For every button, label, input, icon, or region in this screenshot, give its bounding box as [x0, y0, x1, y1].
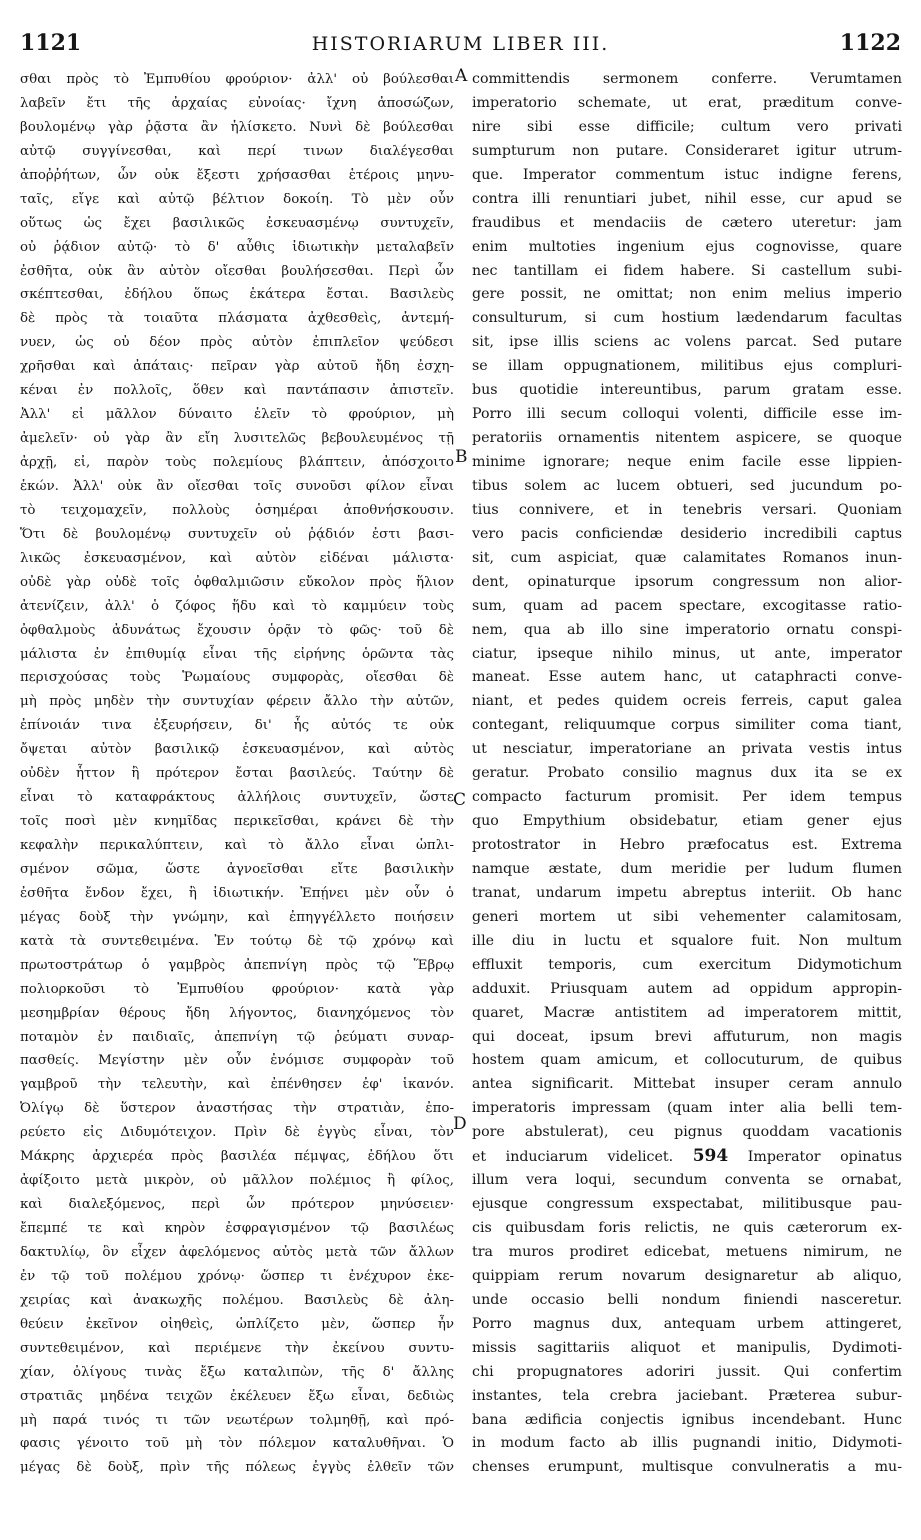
greek-text-line: κεφαλὴν περικαλύπτειν, καὶ τὸ ἄλλο εἶναι ὡπλι- — [20, 838, 454, 853]
latin-text-line: nem, qua ab illo sine imperatorio ornatu conspi- — [472, 621, 902, 638]
latin-text-line: cis quibusdam foris relictis, ne quis cæterorum ex- — [472, 1220, 902, 1236]
greek-text-line: κατὰ τὰ συντεθειμένα. Ἐν τούτῳ δὲ τῷ χρόνῳ καὶ — [20, 933, 454, 949]
latin-text-line: dent, opinaturque ipsorum congressum non alior- — [472, 573, 902, 590]
latin-text-line: Porro magnus dux, antequam urbem attingeret, — [472, 1315, 902, 1332]
latin-text-line: que. Imperator commentum istuc indigne ferens, — [472, 166, 902, 183]
latin-text-line: instantes, tela crebra jaciebant. Præterea subur- — [472, 1387, 902, 1404]
latin-text-line: hostem quam amicum, et collocuturum, de quibus — [472, 1052, 902, 1069]
latin-text-line: adduxit. Priusquam autem ad oppidum appropin- — [472, 980, 902, 997]
latin-text-line: effluxit temporis, cum exercitum Didymotichum — [472, 956, 902, 973]
latin-text-line: vero pacis conficiendæ desiderio incredibili captus — [472, 525, 902, 542]
running-title: HISTORIARUM LIBER III. — [311, 33, 610, 55]
latin-text-line: qui doceat, ipsum brevi affuturum, non magis — [472, 1028, 902, 1045]
greek-text-line: λαβεῖν ἔτι τῆς ἀρχαίας εὐνοίας· ἴχνη ἀποσώζων, — [20, 95, 454, 111]
greek-text-line: ἀφίξοιτο μετὰ μικρὸν, οὐ μᾶλλον πολέμιος ἢ φίλος, — [20, 1173, 454, 1189]
latin-text-line: missis sagittariis aliquot et manipulis, Dydimoti- — [472, 1339, 902, 1356]
latin-text-line: ejusque congressum exspectabat, militibusque pau- — [472, 1196, 902, 1213]
latin-text-line: contegant, reliquumque corpus similiter coma tiant, — [472, 717, 902, 734]
greek-text-line: χειρίας καὶ ἀνακωχῆς πολέμου. Βασιλεὺς δὲ ἀλη- — [20, 1292, 454, 1308]
greek-text-line: μέγας δοὺξ τὴν γνώμην, καὶ ἐπηγγέλλετο ποιήσειν — [20, 909, 454, 925]
latin-text-line: nire sibi esse difficile; cultum vero privati — [472, 118, 902, 135]
greek-text-line: οὐ ῥᾴδιον αὐτῷ· τὸ δ' αὖθις ἰδιωτικὴν μεταλαβεῖν — [20, 239, 454, 255]
greek-text-line: φασις γένοιτο τοῦ μὴ τὸν πόλεμον καταλυθῆναι. Ὁ — [20, 1436, 454, 1452]
latin-text-line: nec tantillam ei fidem habere. Si castellum subi- — [472, 262, 902, 279]
greek-text-line: θεύειν ἐκεῖνον οἰηθεὶς, ὡπλίζετο μὲν, ὥσπερ ἦν — [20, 1316, 454, 1332]
greek-text-line: ἐσθῆτα, οὐκ ἂν αὐτὸν οἴεσθαι βουλήσεσθαι. Περὶ ὧν — [20, 263, 454, 279]
greek-text-line: ταῖς, εἴγε καὶ αὐτῷ βέλτιον δοκοίη. Τὸ μὲν οὖν — [20, 191, 454, 207]
latin-text-line: peratoriis ornamentis nitentem aspicere, se quoque — [472, 430, 902, 447]
latin-text-line: tra muros prodiret edicebat, metuens nimirum, ne — [472, 1243, 902, 1260]
latin-text-line: quippiam rerum novarum designaretur ab aliquo, — [472, 1267, 902, 1284]
greek-text-line: Ὅτι δὲ βουλομένῳ συντυχεῖν οὐ ῥᾴδιόν ἐστι βασι- — [20, 526, 454, 542]
margin-marker-c: C — [453, 790, 467, 810]
greek-text-line: συντεθειμένον, καὶ περιέμενε τὴν ἐκείνου συντυ- — [20, 1340, 454, 1356]
latin-text-line: sum, quam ad pacem spectare, excogitasse ratio- — [472, 597, 902, 614]
greek-text-line: δακτυλίῳ, ὃν εἶχεν ἀφελόμενος αὐτὸς μετὰ τῶν ἄλλων — [20, 1244, 454, 1260]
greek-text-line: σκέπτεσθαι, ἐδήλου ὅπως ἑκάτερα ἔσται. Βασιλεὺς — [20, 287, 454, 303]
greek-text-line: ρεύετο εἰς Διδυμότειχον. Πρὶν δὲ ἐγγὺς εἶναι, τὸν — [20, 1125, 454, 1141]
latin-text-line: chenses erumpunt, multisque convulneratis a mu- — [472, 1459, 902, 1476]
greek-text-line: Μάκρης ἀρχιερέα πρὸς βασιλέα πέμψας, ἐδήλου ὅτι — [20, 1149, 454, 1165]
greek-text-line: ἔπεμπέ τε καὶ κηρὸν ἐσφραγισμένον τῷ βασιλέως — [20, 1221, 454, 1236]
greek-text-line: περισχούσας τοὺς Ῥωμαίους συμφορὰς, οἴεσθαι δὲ — [20, 670, 454, 686]
greek-text-line: ἀποῤῥήτων, ὧν οὐκ ἔξεστι χρήσασθαι ἑτέροις μηνυ- — [20, 167, 454, 183]
latin-text-line: tibus solem ac lucem obtueri, sed jucundum po- — [472, 477, 902, 494]
margin-marker-a: A — [455, 66, 468, 86]
latin-text-line: committendis sermonem conferre. Verumtamen — [472, 71, 902, 87]
greek-text-line: ποταμὸν ἐν παιδιαῖς, ἀπεπνίγη τῷ ῥεύματι συναρ- — [20, 1029, 454, 1045]
greek-text-column — [20, 68, 454, 1528]
latin-text-line: chi propugnatores adoriri jussit. Qui confertim — [472, 1363, 902, 1380]
latin-text-line: ille diu in luctu et squalore fuit. Non multum — [472, 932, 902, 949]
greek-text-line: τὸ τειχομαχεῖν, πολλοὺς ὁσημέραι ἀποθνήσκουσιν. — [20, 502, 454, 518]
greek-text-line: πρωτοστράτωρ ὁ γαμβρὸς ἀπεπνίγη πρὸς τῷ Ἕβρῳ — [20, 957, 454, 973]
greek-text-line: πολιορκοῦσι τὸ Ἐμπυθίου φρούριον· κατὰ γὰρ — [20, 981, 454, 997]
latin-text-line: bus quotidie intereuntibus, parum gratam esse. — [472, 382, 902, 399]
latin-text-line: generi mortem ut sibi vehementer calamitosam, — [472, 908, 902, 925]
greek-text-line: ἐπίνοιάν τινα ἐξευρήσειν, δι' ἧς αὐτός τε οὐκ — [20, 718, 454, 734]
greek-text-line: ἀρχῇ, εἰ, παρὸν τοὺς πολεμίους βλάπτειν, ἀπόσχοιτο — [20, 455, 454, 470]
latin-text-line: imperatorio schemate, ut erat, præditum conve- — [472, 94, 902, 111]
greek-text-line: ἐσθῆτα ἔνδον ἔχει, ἢ ἰδιωτικήν. Ἐπῄνει μὲν οὖν ὁ — [20, 885, 454, 901]
greek-text-line: πασθείς. Μεγίστην μὲν οὖν ἐνόμισε συμφορὰν τοῦ — [20, 1053, 454, 1069]
latin-text-line: fraudibus et mendaciis de cætero uteretur: jam — [472, 214, 902, 231]
latin-text-line: minime ignorare; neque enim facile esse lippien- — [472, 454, 902, 470]
latin-text-line: gere possit, ne omittat; non enim melius imperio — [472, 286, 902, 303]
greek-text-line: γαμβροῦ τὴν τελευτὴν, καὶ ἐπένθησεν ἐφ' ἱκανόν. — [20, 1077, 454, 1093]
margin-marker-d: D — [453, 1114, 467, 1134]
greek-text-line: εἶναι τὸ καταφράκτους ἀλλήλοις συντυχεῖν, ὥστε — [20, 790, 454, 806]
latin-text-line: illum vera loqui, secundum conventa se ornabat, — [472, 1172, 902, 1189]
latin-text-line: se illam oppugnationem, militibus ejus compluri- — [472, 358, 902, 375]
greek-text-line: χρῆσθαι καὶ ἀπάταις· πεῖραν γὰρ αὐτοῦ ἤδη ἐσχη- — [20, 359, 454, 375]
greek-text-line: οὕτως ὡς ἔχει βασιλικῶς ἐσκευασμένῳ συντυχεῖν, — [20, 215, 454, 231]
greek-text-line: τοῖς ποσὶ μὲν κνημῖδας περικεῖσθαι, κράνει δὲ τὴν — [20, 814, 454, 830]
greek-text-line: μεσημβρίαν θέρους ἤδη λήγοντος, διανηχόμενος τὸν — [20, 1005, 454, 1021]
latin-text-line: sit, cum aspiciat, quæ calamitates Romanos inun- — [472, 549, 902, 566]
greek-text-line: ἐν τῷ τοῦ πολέμου χρόνῳ· ὥσπερ τι ἐνέχυρον ἐκε- — [20, 1268, 454, 1284]
running-head — [0, 30, 921, 60]
original-page-number: 594 — [692, 1146, 729, 1167]
latin-text-line: Porro illi secum colloqui volenti, difficile esse im- — [472, 406, 902, 423]
latin-text-line: sit, ipse illis sciens ac volens parcat. Sed putare — [472, 334, 902, 351]
greek-text-line: δὲ πρὸς τὰ τοιαῦτα πλάσματα ἀχθεσθεὶς, ἀντεμή- — [20, 311, 454, 327]
greek-text-line: Ὀλίγῳ δὲ ὕστερον ἀναστήσας τὴν στρατιὰν, ἐπο- — [20, 1101, 454, 1117]
latin-text-line: consulturum, si cum hostium lædendarum facultas — [472, 310, 902, 327]
latin-text-line: namque æstate, dum meridie per ludum flumen — [472, 860, 902, 877]
latin-text-line: pore abstulerat), ceu pignus quoddam vacationis — [472, 1124, 902, 1141]
greek-text-line: μὴ παρά τινός τι τῶν νεωτέρων τολμηθῇ, καὶ πρό- — [20, 1412, 454, 1428]
latin-text-column — [472, 68, 902, 1528]
greek-text-line: Ἀλλ' εἰ μᾶλλον δύναιτο ἑλεῖν τὸ φρούριον, μὴ — [20, 407, 454, 423]
latin-text-line: maneat. Esse autem hanc, ut cataphracti conve- — [472, 669, 902, 686]
greek-text-line: καὶ διαλεξόμενος, περὶ ὧν πρότερον μηνύσειεν· — [20, 1197, 454, 1213]
greek-text-line: χίαν, ὀλίγους τινὰς ἔξω καταλιπὼν, τῆς δ' ἄλλης — [20, 1364, 454, 1380]
greek-text-line: οὐδὲν ἧττον ἢ πρότερον ἔσται βασιλεύς. Ταύτην δὲ — [20, 766, 454, 782]
latin-text-line: in modum facto ab illis pugnandi initio, Didymoti- — [472, 1435, 902, 1452]
latin-text-line: tranat, undarum impetu abreptus interiit. Ob hanc — [472, 884, 902, 901]
latin-text-line: protostrator in Hebro præfocatus est. Extrema — [472, 837, 902, 853]
greek-text-line: λικῶς ἐσκευασμένον, καὶ αὐτὸν εἰδέναι μάλιστα· — [20, 550, 454, 566]
greek-text-line: κέναι ἐν πολλοῖς, ὅθεν καὶ παντάπασιν ἀπιστεῖν. — [20, 383, 454, 399]
left-page-number: 1121 — [20, 30, 82, 56]
greek-text-line: ἀτενίζειν, ἀλλ' ὁ ζόφος ἥδυ καὶ τὸ καμμύειν τοὺς — [20, 598, 454, 614]
greek-text-line: σμένον σῶμα, ὥστε ἀγνοεῖσθαι εἴτε βασιλικὴν — [20, 861, 454, 877]
greek-text-line: μάλιστα ἐν ἐπιθυμίᾳ εἶναι τῆς εἰρήνης ὁρῶντα τὰς — [20, 646, 454, 662]
latin-text-line: sumpturum non putare. Consideraret igitur utrum- — [472, 142, 902, 159]
margin-marker-b: B — [455, 447, 468, 467]
latin-text-line: quo Empythium obsidebatur, etiam gener ejus — [472, 813, 902, 830]
latin-text-line: ciatur, ipseque nihilo minus, ut ante, imperator — [472, 645, 902, 662]
greek-text-line: αὐτῷ συγγίνεσθαι, καὶ περί τινων διαλέγεσθαι — [20, 143, 454, 159]
greek-text-line: ὄψεται αὐτὸν βασιλικῷ ἐσκευασμένον, καὶ αὐτὸς — [20, 742, 454, 758]
latin-text-line: geratur. Probato consilio magnus dux ita se ex — [472, 765, 902, 782]
greek-text-line: ὀφθαλμοὺς ἀδυνάτως ἔχουσιν ὁρᾷν τὸ φῶς· τοῦ δὲ — [20, 622, 454, 638]
latin-text-line: compacto facturum promisit. Per idem tempus — [472, 789, 902, 806]
right-page-number: 1122 — [839, 30, 901, 56]
latin-text-line: unde occasio belli nondum finiendi nasceretur. — [472, 1291, 902, 1308]
greek-text-line: μέγας δὲ δοὺξ, πρὶν τῆς πόλεως ἐγγὺς ἐλθεῖν τῶν — [20, 1460, 454, 1476]
latin-text-line: et induciarum videlicet. 594 Imperator opinatus — [472, 1146, 902, 1167]
greek-text-line: μὴ πρὸς μηδὲν τὴν συντυχίαν φέρειν ἄλλο τὴν αὐτῶν, — [20, 694, 454, 710]
greek-text-line: ἀμελεῖν· οὐ γὰρ ἂν εἴη λυσιτελῶς βεβουλευμένος τῇ — [20, 431, 454, 447]
latin-text-line: antea significarit. Mittebat insuper ceram annulo — [472, 1076, 902, 1093]
greek-text-line: βουλομένῳ γὰρ ῥᾷστα ἂν ἡλίσκετο. Νυνὶ δὲ βούλεσθαι — [20, 119, 454, 135]
latin-text-line: contra illi renuntiari jubet, nihil esse, cur apud se — [472, 190, 902, 207]
latin-text-line: enim multoties ingenium ejus cognovisse, quare — [472, 238, 902, 255]
latin-text-line: ut nesciatur, imperatoriane an privata vestis intus — [472, 741, 902, 758]
latin-text-line: quaret, Macræ antistitem ad imperatorem mittit, — [472, 1004, 902, 1021]
greek-text-line: νυεν, ὡς οὐ δέον πρὸς αὐτὸν ἐπιπλεῖον ψεύδεσι — [20, 335, 454, 351]
greek-text-line: οὐδὲ γὰρ οὐδὲ τοῖς ὀφθαλμιῶσιν εὔκολον πρὸς ἥλιον — [20, 574, 454, 590]
latin-text-line: niant, et pedes quidem ocreis ferreis, caput galea — [472, 693, 902, 710]
greek-text-line: σθαι πρὸς τὸ Ἐμπυθίου φρούριον· ἀλλ' οὐ βούλεσθαι — [20, 72, 454, 87]
latin-text-line: imperatoris impressam (quam inter alia belli tem- — [472, 1100, 902, 1117]
greek-text-line: στρατιᾶς μηδένα τειχῶν ἐκέλευεν ἔξω εἶναι, δεδιὼς — [20, 1388, 454, 1404]
latin-text-line: tius connivere, et in tenebris versari. Quoniam — [472, 501, 902, 518]
greek-text-line: ἑκών. Ἀλλ' οὐκ ἂν οἴεσθαι τοῖς συνοῦσι φίλον εἶναι — [20, 478, 454, 494]
latin-text-line: bana ædificia conjectis ignibus incendebant. Hunc — [472, 1411, 902, 1428]
